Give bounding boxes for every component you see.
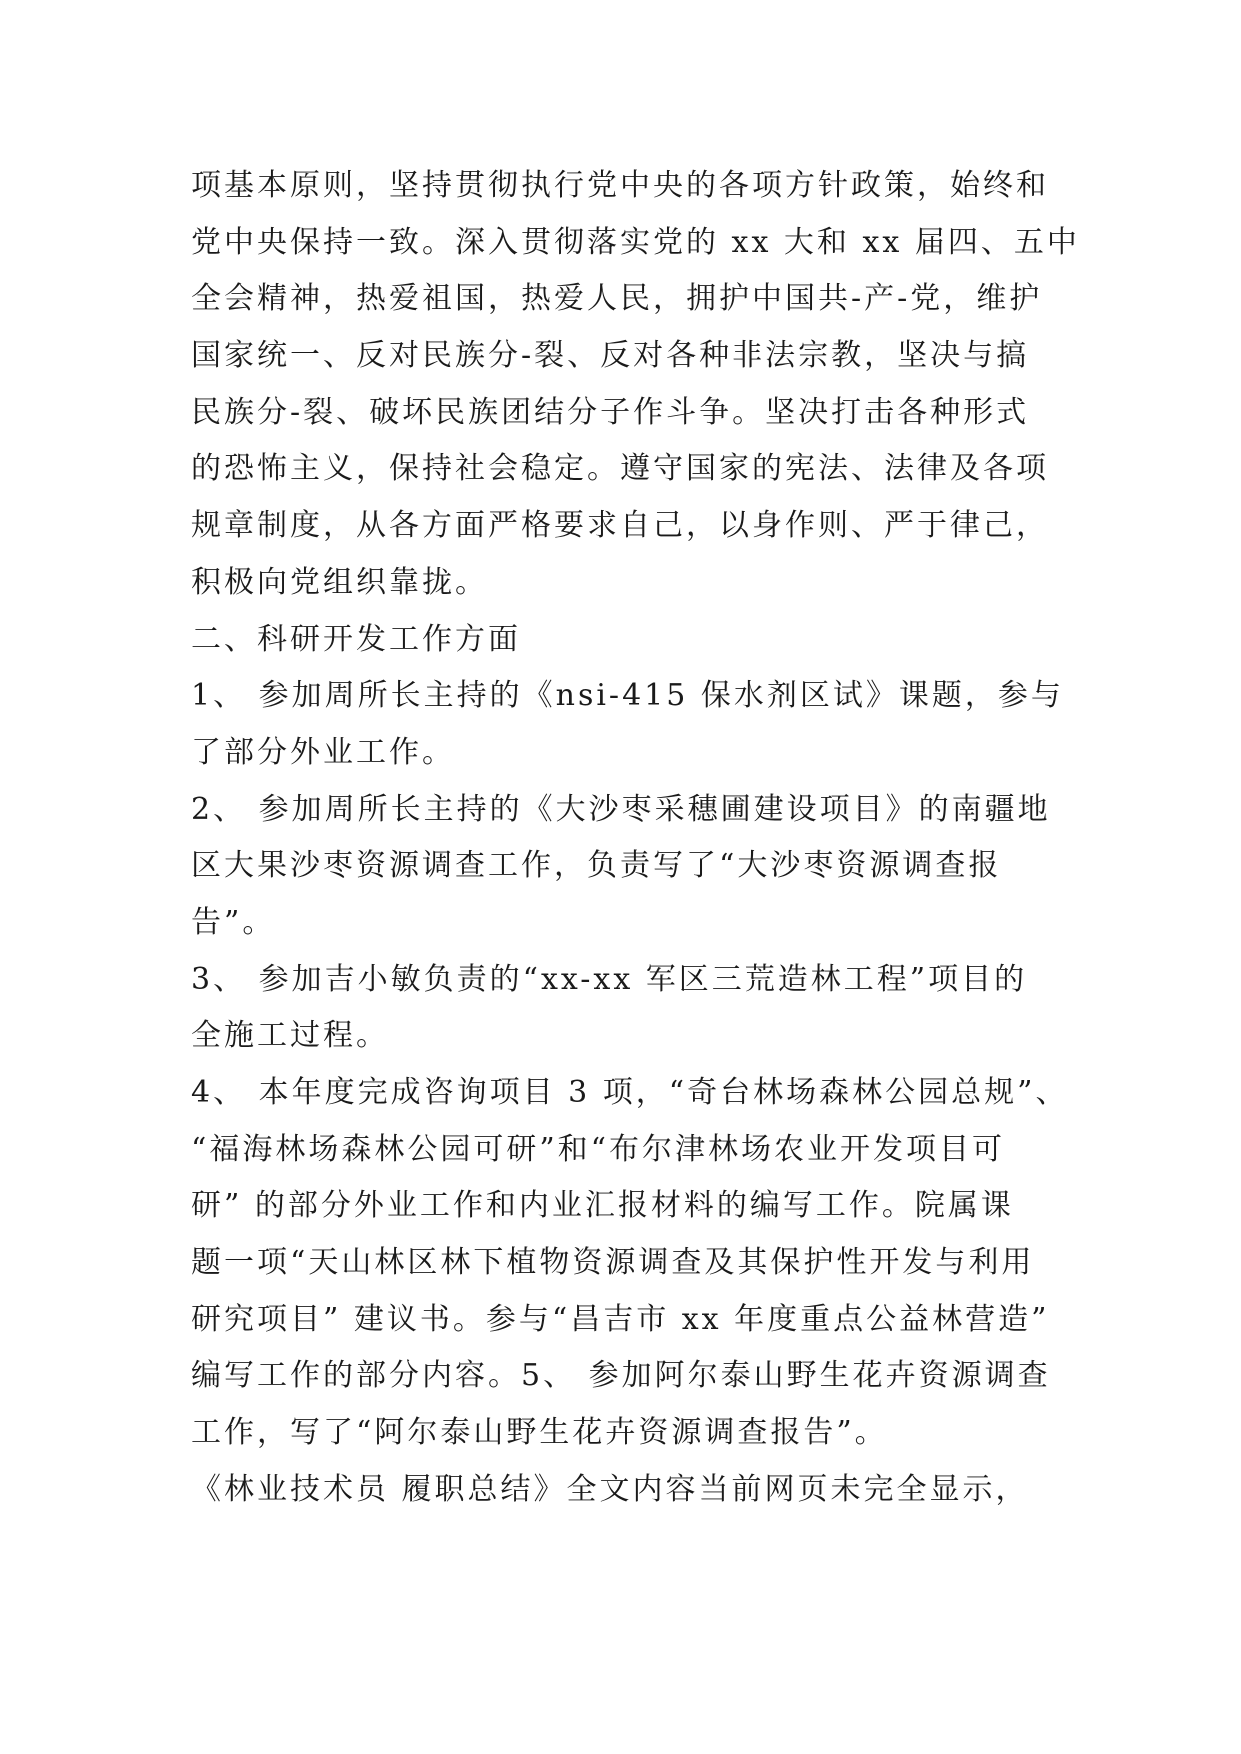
document-body: [191, 158, 1080, 1519]
section-heading: 二、科研开发工作方面: [191, 621, 521, 657]
text-line: 区大果沙枣资源调查工作，负责写了“大沙枣资源调查报: [191, 848, 1002, 884]
text-line: 研究项目” 建议书。参与“昌吉市 xx 年度重点公益林营造”: [191, 1301, 1050, 1337]
list-item-3: 3、 参加吉小敏负责的“xx-xx 军区三荒造林工程”项目的: [191, 961, 1028, 997]
text-line: 题一项“天山林区林下植物资源调查及其保护性开发与利用: [191, 1245, 1035, 1281]
text-line: 了部分外业工作。: [191, 734, 455, 770]
text-line: 项基本原则，坚持贯彻执行党中央的各项方针政策，始终和: [191, 168, 1049, 203]
text-line: 编写工作的部分内容。5、 参加阿尔泰山野生花卉资源调查: [191, 1358, 1051, 1394]
text-line: 研” 的部分外业工作和内业汇报材料的编写工作。院属课: [191, 1188, 1014, 1224]
text-line: 工作，写了“阿尔泰山野生花卉资源调查报告”。: [191, 1415, 888, 1451]
text-line: 党中央保持一致。深入贯彻落实党的 xx 大和 xx 届四、五中: [191, 224, 1080, 260]
text-line: 积极向党组织靠拢。: [191, 564, 488, 600]
text-line: 国家统一、反对民族分-裂、反对各种非法宗教，坚决与搞: [191, 338, 1030, 374]
list-item-4: 4、 本年度完成咨询项目 3 项，“奇台林场森林公园总规”、: [191, 1075, 1069, 1110]
text-line: 规章制度，从各方面严格要求自己，以身作则、严于律己，: [191, 508, 1049, 544]
text-line: 全会精神，热爱祖国，热爱人民，拥护中国共-产-党，维护: [191, 281, 1043, 317]
text-line: 全施工过程。: [191, 1018, 389, 1054]
text-line: 的恐怖主义，保持社会稳定。遵守国家的宪法、法律及各项: [191, 451, 1049, 487]
text-line: 告”。: [191, 904, 276, 940]
list-item-2: 2、 参加周所长主持的《大沙枣采穗圃建设项目》的南疆地: [191, 791, 1051, 827]
truncation-notice: 《林业技术员 履职总结》全文内容当前网页未完全显示，: [191, 1471, 1029, 1507]
text-line: “福海林场森林公园可研”和“布尔津林场农业开发项目可: [191, 1131, 1006, 1167]
list-item-1: 1、 参加周所长主持的《nsi-415 保水剂区试》课题，参与: [191, 678, 1064, 714]
text-line: 民族分-裂、破坏民族团结分子作斗争。坚决打击各种形式: [191, 394, 1030, 430]
